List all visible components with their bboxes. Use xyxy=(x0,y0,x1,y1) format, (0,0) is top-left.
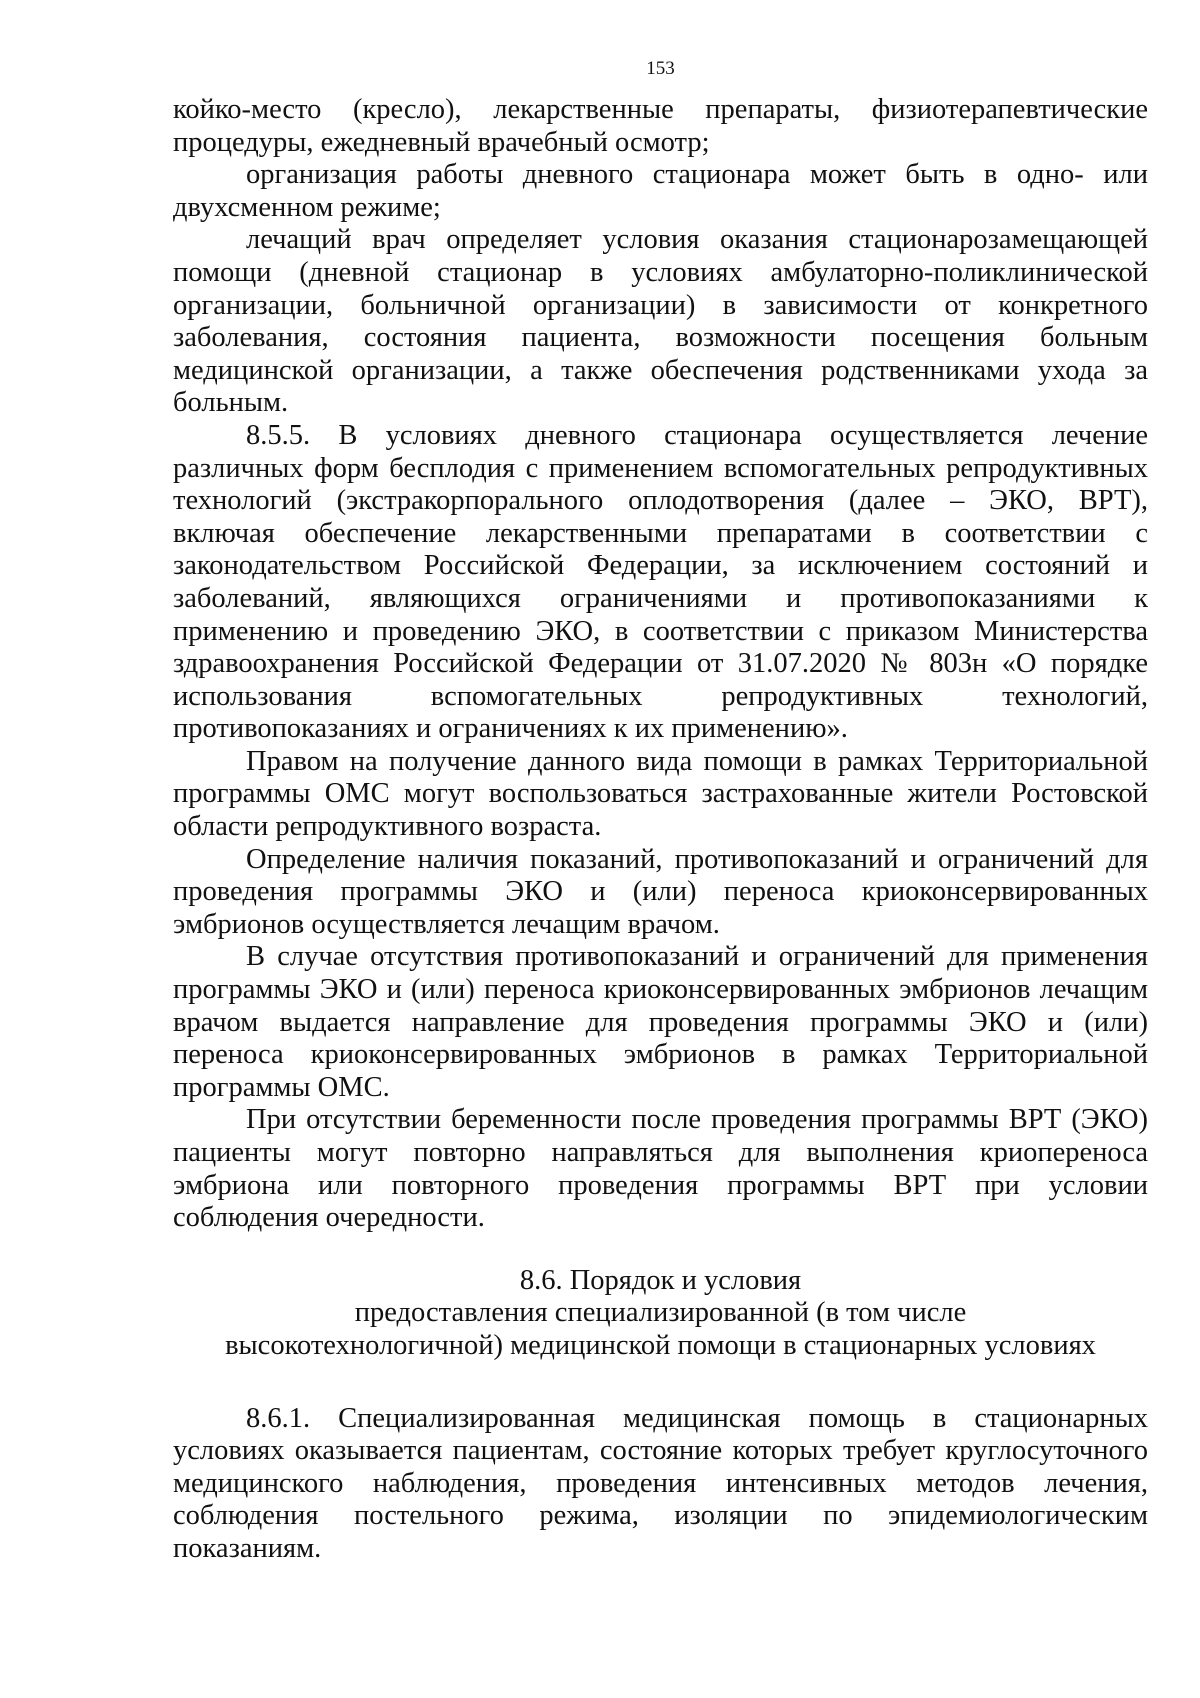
paragraph-day-hospital-shifts: организация работы дневного стационара может быть в одно- или двухсменном режиме; xyxy=(173,159,1148,223)
section-spacer xyxy=(173,1363,1148,1403)
section-title-line-2: предоставления специализированной (в том числе xyxy=(354,1297,967,1329)
document-page xyxy=(173,58,1148,1566)
paragraph-repeat-art: При отсутствии беременности после проведения программы ВРТ (ЭКО) пациенты могут повторно направляться для выполнения криопереноса эмбриона или повторного проведения программы ВРТ при условии соблюдения очередности. xyxy=(173,1104,1148,1234)
paragraph-treating-doctor-conditions: лечащий врач определяет условия оказания стационарозамещающей помощи (дневной стационар в условиях амбулаторно-поликлинической организации, больничной организации) в зависимости от конкретного заболевания, состояния пациента, возможности посещения больным медицинской организации, а также обеспечения родственниками ухода за больным. xyxy=(173,224,1148,419)
paragraph-8-5-5-ivf: 8.5.5. В условиях дневного стационара осуществляется лечение различных форм бесплодия с применением вспомогательных репродуктивных технологий (экстракорпорального оплодотворения (далее – ЭКО, ВРТ), включая обеспечение лекарственными препаратами в соответствии с законодательством Российской Федерации, за исключением состояний и заболеваний, являющихся ограничениями и противопоказаниями к применению и проведению ЭКО, в соответствии с приказом Министерства здравоохранения Российской Федерации от 31.07.2020 № 803н «О порядке использования вспомогательных репродуктивных технологий, противопоказаниях и ограничениях к их применению». xyxy=(173,419,1148,745)
paragraph-bed-place: койко-место (кресло), лекарственные препараты, физиотерапевтические процедуры, ежедневный врачебный осмотр; xyxy=(173,94,1148,158)
section-title-line-3: высокотехнологичной) медицинской помощи в стационарных условиях xyxy=(225,1329,1096,1361)
section-title-8-6 xyxy=(173,1265,1148,1363)
section-title-line-1: 8.6. Порядок и условия xyxy=(519,1264,802,1296)
paragraph-right-to-assistance: Правом на получение данного вида помощи в рамках Территориальной программы ОМС могут воспользоваться застрахованные жители Ростовской области репродуктивного возраста. xyxy=(173,745,1148,843)
paragraph-indications-determination: Определение наличия показаний, противопоказаний и ограничений для проведения программы ЭКО и (или) переноса криоконсервированных эмбрионов осуществляется лечащим врачом. xyxy=(173,843,1148,940)
paragraph-referral-issuance: В случае отсутствия противопоказаний и ограничений для применения программы ЭКО и (или) переноса криоконсервированных эмбрионов лечащим врачом выдается направление для проведения программы ЭКО и (или) переноса криоконсервированных эмбрионов в рамках Территориальной программы ОМС. xyxy=(173,941,1148,1103)
page-number: 153 xyxy=(646,58,675,79)
paragraph-8-6-1: 8.6.1. Специализированная медицинская помощь в стационарных условиях оказывается пациентам, состояние которых требует круглосуточного медицинского наблюдения, проведения интенсивных методов лечения, соблюдения постельного режима, изоляции по эпидемиологическим показаниям. xyxy=(173,1402,1148,1564)
